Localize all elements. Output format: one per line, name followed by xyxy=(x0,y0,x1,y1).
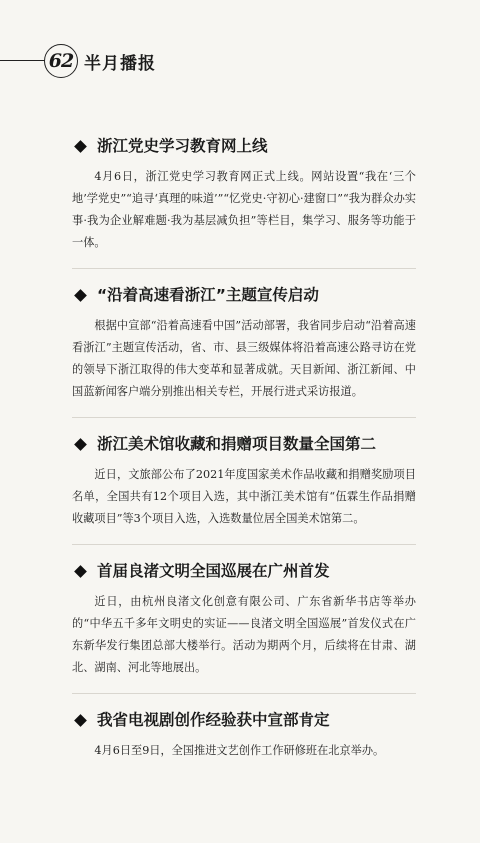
news-item xyxy=(72,134,416,269)
news-body: 近日，由杭州良渚文化创意有限公司、广东省新华书店等举办的“中华五千多年文明史的实证——良渚文明全国巡展”首发仪式在广东新华发行集团总部大楼举行。活动为期两个月，后续将在甘肃、湖北、湖南、河北等地展出。 xyxy=(72,595,416,674)
news-headline-text: 浙江美术馆收藏和捐赠项目数量全国第二 xyxy=(97,435,377,453)
news-headline-text: 我省电视剧创作经验获中宣部肯定 xyxy=(97,711,330,729)
diamond-bullet-icon xyxy=(74,289,87,302)
news-item xyxy=(72,283,416,418)
news-headline xyxy=(72,559,416,583)
diamond-bullet-icon xyxy=(74,714,87,727)
news-list xyxy=(72,134,416,790)
news-item xyxy=(72,432,416,545)
news-headline xyxy=(72,432,416,456)
news-item xyxy=(72,559,416,694)
news-headline-text: 首届良渚文明全国巡展在广州首发 xyxy=(97,562,330,580)
page-number-badge: 62 xyxy=(44,44,78,78)
diamond-bullet-icon xyxy=(74,140,87,153)
news-headline-text: “沿着高速看浙江”主题宣传启动 xyxy=(97,286,319,304)
news-headline-text: 浙江党史学习教育网上线 xyxy=(97,137,268,155)
news-headline xyxy=(72,708,416,732)
news-body: 4月6日，浙江党史学习教育网正式上线。网站设置“我在‘三个地’学党史”“追寻‘真理的味道’”“忆党史·守初心·建窗口”“我为群众办实事·我为企业解难题·我为基层减负担”等栏目，集学习、服务等功能于一体。 xyxy=(72,170,416,249)
diamond-bullet-icon xyxy=(74,438,87,451)
news-item xyxy=(72,708,416,776)
page-header xyxy=(0,38,480,78)
news-headline xyxy=(72,283,416,307)
news-body: 近日，文旅部公布了2021年度国家美术作品收藏和捐赠奖励项目名单，全国共有12个项目入选，其中浙江美术馆有“伍霖生作品捐赠收藏项目”等3个项目入选，入选数量位居全国美术馆第二。 xyxy=(72,468,416,525)
news-body: 根据中宣部“沿着高速看中国”活动部署，我省同步启动“沿着高速看浙江”主题宣传活动，省、市、县三级媒体将沿着高速公路寻访在党的领导下浙江取得的伟大变革和显著成就。天目新闻、浙江新闻、中国蓝新闻客户端分别推出相关专栏，开展行进式采访报道。 xyxy=(72,319,416,398)
news-headline xyxy=(72,134,416,158)
diamond-bullet-icon xyxy=(74,565,87,578)
column-title: 半月播报 xyxy=(84,54,156,74)
news-body: 4月6日至9日，全国推进文艺创作工作研修班在北京举办。 xyxy=(94,744,385,757)
